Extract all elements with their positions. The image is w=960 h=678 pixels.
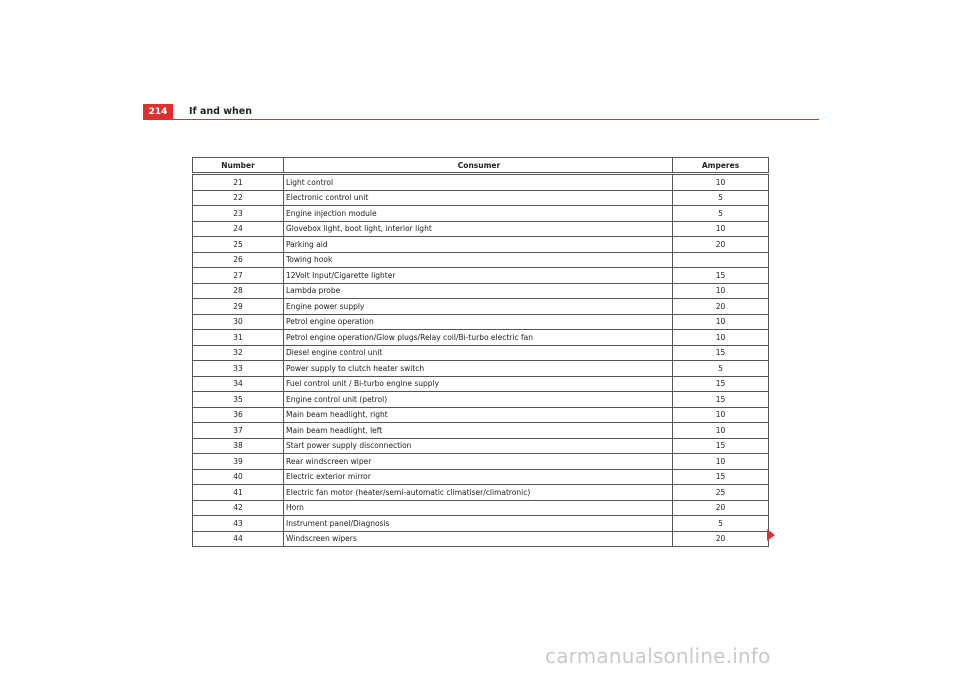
table-row (193, 469, 769, 485)
cell-number: 42 (193, 500, 284, 516)
table-row (193, 531, 769, 547)
cell-consumer: Engine control unit (petrol) (284, 392, 673, 408)
cell-consumer: Rear windscreen wiper (284, 454, 673, 470)
cell-consumer: Main beam headlight, left (284, 423, 673, 439)
cell-number: 24 (193, 221, 284, 237)
table-row (193, 330, 769, 346)
cell-amperes: 10 (673, 454, 769, 470)
table-row (193, 423, 769, 439)
table-row (193, 500, 769, 516)
cell-consumer: Electric exterior mirror (284, 469, 673, 485)
table-row (193, 407, 769, 423)
cell-consumer: Petrol engine operation/Glow plugs/Relay coil/Bi-turbo electric fan (284, 330, 673, 346)
cell-amperes: 5 (673, 206, 769, 222)
cell-number: 32 (193, 345, 284, 361)
cell-number: 40 (193, 469, 284, 485)
cell-amperes: 5 (673, 361, 769, 377)
cell-consumer: Horn (284, 500, 673, 516)
table-body (193, 174, 769, 547)
cell-amperes: 5 (673, 516, 769, 532)
cell-consumer: Petrol engine operation (284, 314, 673, 330)
cell-amperes: 15 (673, 376, 769, 392)
fuse-table (192, 157, 769, 547)
cell-amperes: 10 (673, 423, 769, 439)
table-row (193, 438, 769, 454)
table-row (193, 190, 769, 206)
cell-amperes: 15 (673, 345, 769, 361)
table-row (193, 314, 769, 330)
cell-consumer: Towing hook (284, 252, 673, 268)
header-divider (143, 119, 819, 120)
cell-consumer: Instrument panel/Diagnosis (284, 516, 673, 532)
column-header-amperes: Amperes (673, 158, 769, 174)
cell-amperes: 15 (673, 392, 769, 408)
cell-consumer: Main beam headlight, right (284, 407, 673, 423)
cell-number: 28 (193, 283, 284, 299)
cell-amperes: 15 (673, 469, 769, 485)
table-row (193, 299, 769, 315)
cell-amperes: 20 (673, 237, 769, 253)
table-row (193, 454, 769, 470)
cell-consumer: 12Volt Input/Cigarette lighter (284, 268, 673, 284)
cell-amperes: 20 (673, 299, 769, 315)
cell-amperes: 5 (673, 190, 769, 206)
cell-number: 26 (193, 252, 284, 268)
cell-amperes: 10 (673, 174, 769, 191)
cell-number: 31 (193, 330, 284, 346)
cell-number: 30 (193, 314, 284, 330)
cell-amperes: 20 (673, 531, 769, 547)
cell-amperes: 15 (673, 268, 769, 284)
table-header-row (193, 158, 769, 174)
table-row (193, 485, 769, 501)
cell-number: 25 (193, 237, 284, 253)
table-row (193, 516, 769, 532)
cell-number: 22 (193, 190, 284, 206)
cell-number: 43 (193, 516, 284, 532)
cell-consumer: Fuel control unit / Bi-turbo engine supply (284, 376, 673, 392)
cell-consumer: Windscreen wipers (284, 531, 673, 547)
cell-number: 21 (193, 174, 284, 191)
cell-amperes: 25 (673, 485, 769, 501)
cell-amperes: 15 (673, 438, 769, 454)
cell-consumer: Lambda probe (284, 283, 673, 299)
table-row (193, 376, 769, 392)
cell-consumer: Glovebox light, boot light, interior light (284, 221, 673, 237)
cell-number: 35 (193, 392, 284, 408)
cell-consumer: Power supply to clutch heater switch (284, 361, 673, 377)
column-header-number: Number (193, 158, 284, 174)
cell-consumer: Electronic control unit (284, 190, 673, 206)
watermark: carmanualsonline.info (545, 644, 771, 668)
cell-number: 36 (193, 407, 284, 423)
cell-number: 39 (193, 454, 284, 470)
column-header-consumer: Consumer (284, 158, 673, 174)
cell-consumer: Start power supply disconnection (284, 438, 673, 454)
cell-amperes (673, 252, 769, 268)
cell-consumer: Diesel engine control unit (284, 345, 673, 361)
table-row (193, 283, 769, 299)
table-row (193, 174, 769, 191)
cell-consumer: Parking aid (284, 237, 673, 253)
page-title: If and when (189, 106, 253, 117)
table-row (193, 345, 769, 361)
cell-consumer: Engine power supply (284, 299, 673, 315)
cell-number: 37 (193, 423, 284, 439)
table-row (193, 206, 769, 222)
cell-number: 44 (193, 531, 284, 547)
next-page-arrow-icon[interactable] (767, 529, 775, 541)
table-row (193, 252, 769, 268)
page-number: 214 (143, 104, 173, 120)
cell-number: 29 (193, 299, 284, 315)
cell-amperes: 20 (673, 500, 769, 516)
cell-amperes: 10 (673, 330, 769, 346)
cell-amperes: 10 (673, 221, 769, 237)
cell-number: 41 (193, 485, 284, 501)
cell-amperes: 10 (673, 407, 769, 423)
table-row (193, 268, 769, 284)
cell-number: 34 (193, 376, 284, 392)
cell-amperes: 10 (673, 283, 769, 299)
table-row (193, 237, 769, 253)
table-row (193, 221, 769, 237)
cell-amperes: 10 (673, 314, 769, 330)
cell-number: 38 (193, 438, 284, 454)
cell-number: 23 (193, 206, 284, 222)
table-row (193, 392, 769, 408)
cell-number: 27 (193, 268, 284, 284)
table-row (193, 361, 769, 377)
cell-consumer: Engine injection module (284, 206, 673, 222)
cell-number: 33 (193, 361, 284, 377)
cell-consumer: Light control (284, 174, 673, 191)
cell-consumer: Electric fan motor (heater/semi-automatic climatiser/climatronic) (284, 485, 673, 501)
